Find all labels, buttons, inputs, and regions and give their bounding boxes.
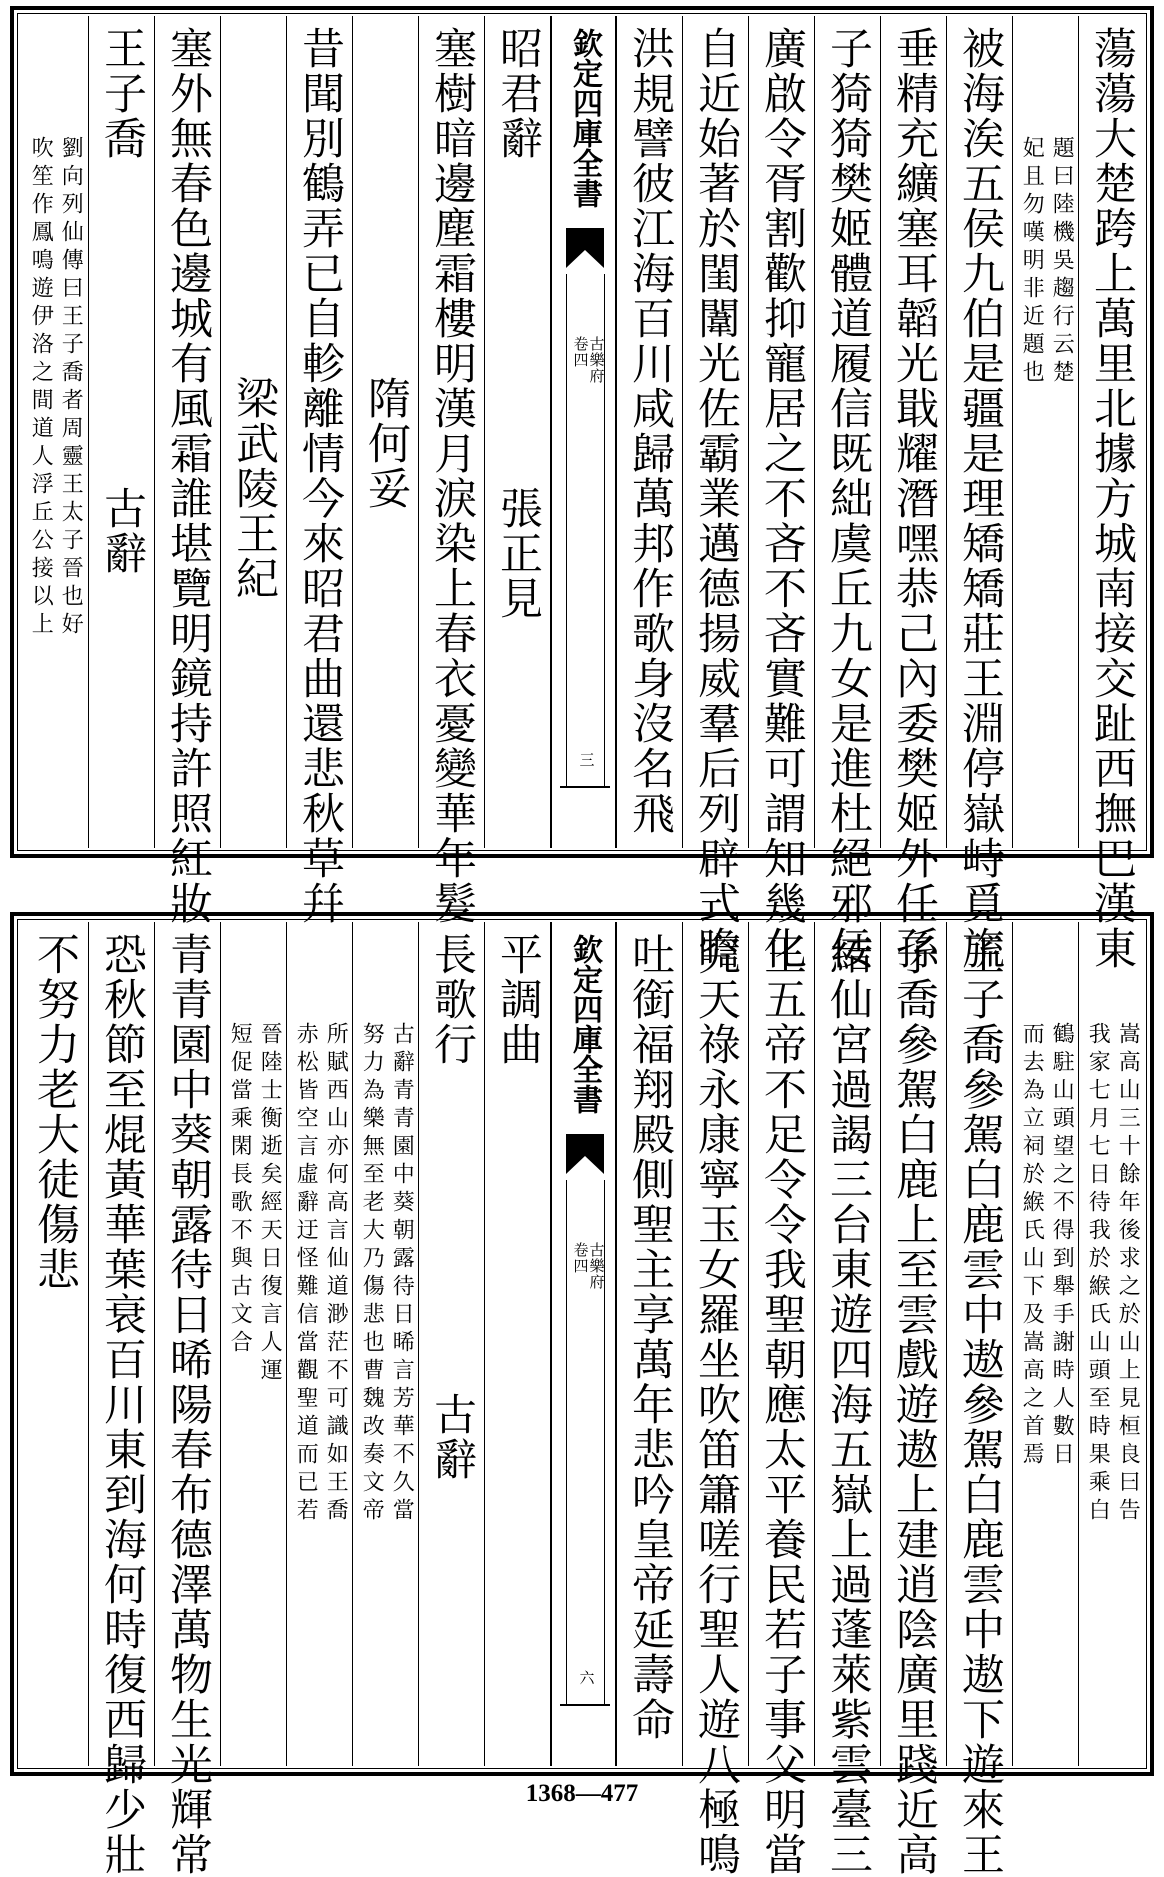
column-text: 青青園中葵朝露待日晞陽春布德澤萬物生光輝常 — [163, 932, 213, 1877]
text-column — [814, 16, 880, 971]
column-text: 究天祿永康寧玉女羅坐吹笛簫嗟行聖人遊八極鳴 — [691, 932, 741, 1877]
text-column — [352, 16, 418, 848]
column-text: 塞樹暗邊塵霜樓明漢月淚染上春衣憂變華年髮 — [427, 26, 477, 926]
annotation-text: 吹笙作鳳鳴遊伊洛之間道人浮丘公接以上 — [28, 136, 54, 640]
author-name: 梁武陵王紀 — [229, 376, 279, 601]
annotation-text: 古辭青青園中葵朝露待日晞言芳華不久當 — [389, 1022, 415, 1526]
annotation-text: 我家七月七日待我於緱氏山頭至時果乘白 — [1085, 1022, 1111, 1526]
text-column — [484, 922, 550, 1766]
column-text: 不努力老大徒傷悲 — [30, 932, 80, 1292]
leaf-number: 六 — [577, 1670, 596, 1686]
page-number: 1368—477 — [525, 1780, 639, 1807]
author-name: 古辭 — [427, 1392, 477, 1482]
text-column — [748, 16, 814, 971]
text-column — [946, 16, 1012, 971]
text-column — [352, 922, 418, 1766]
text-column — [154, 922, 220, 1877]
text-column — [616, 922, 682, 1766]
library-title: 欽定四庫全書 — [567, 28, 602, 208]
text-column — [418, 922, 484, 1766]
annotation-text: 而去為立祠於緱氏山下及嵩高之首焉 — [1019, 1022, 1045, 1470]
text-column — [682, 16, 748, 971]
fishtail-bottom-bar — [560, 786, 610, 788]
fish-tail-mark-icon — [566, 1134, 604, 1180]
text-column — [814, 922, 880, 1877]
top-page-columns — [20, 16, 1144, 971]
text-column — [1078, 922, 1144, 1766]
column-text: 廣啟令胥割歡抑寵居之不吝不吝實難可謂知幾化 — [757, 26, 807, 971]
volume-label: 卷四 — [571, 1242, 590, 1274]
text-column — [682, 922, 748, 1877]
text-column — [748, 922, 814, 1877]
text-column — [22, 16, 88, 848]
fishtail-line — [566, 274, 567, 788]
column-text: 自近始著於閨闈光佐霸業邁德揚威羣后列辟式瞻 — [691, 26, 741, 971]
column-text: 昭君辭 — [493, 26, 543, 161]
annotation-text: 鶴駐山頭望之不得到舉手謝時人數日 — [1049, 1022, 1075, 1470]
text-column — [220, 922, 286, 1766]
annotation-text: 短促當乘閑長歌不與古文合 — [227, 1022, 253, 1358]
fishtail-line — [566, 1180, 567, 1706]
annotation-text: 題曰陸機吳趨行云楚 — [1049, 136, 1075, 388]
column-text: 昔聞別鶴弄已自軫離情今來昭君曲還悲秋草幷 — [295, 26, 345, 926]
volume-label: 古樂府 — [587, 1242, 606, 1290]
text-column — [484, 16, 550, 848]
page-centre-column — [550, 922, 616, 1766]
text-column — [1012, 922, 1078, 1766]
column-text: 長歌行 — [427, 932, 477, 1067]
author-name: 張正見 — [493, 486, 543, 621]
annotation-text: 晉陸士衡逝矣經天日復言人運 — [257, 1022, 283, 1386]
text-column — [946, 922, 1012, 1877]
annotation-text: 嵩高山三十餘年後求之於山上見桓良曰告 — [1115, 1022, 1141, 1526]
column-text: 洪規譬彼江海百川咸歸萬邦作歌身沒名飛 — [625, 26, 675, 836]
annotation-text: 所賦西山亦何高言仙道渺茫不可識如王喬 — [323, 1022, 349, 1526]
column-text: 子猗猗樊姬體道履信既絀虞丘九女是進杜絕邪佞 — [823, 26, 873, 971]
column-text: 蕩蕩大楚跨上萬里北據方城南接交趾西撫巴漢東 — [1087, 26, 1137, 971]
text-column — [418, 16, 484, 926]
top-page — [10, 6, 1154, 971]
text-column — [22, 922, 88, 1766]
text-column — [88, 922, 154, 1877]
column-text: 子喬參駕白鹿上至雲戲遊遨上建逍陰廣里踐近高 — [889, 932, 939, 1877]
text-column — [286, 922, 352, 1766]
fishtail-bottom-bar — [560, 1704, 610, 1706]
column-text: 被海涘五侯九伯是疆是理矯矯莊王淵停嶽峙覓旒 — [955, 26, 1005, 971]
column-text: 結仙宮過謁三台東遊四海五嶽上過蓬萊紫雲臺三 — [823, 932, 873, 1877]
column-text: 吐銜福翔殿側聖主享萬年悲吟皇帝延壽命 — [625, 932, 675, 1742]
volume-label: 古樂府 — [587, 336, 606, 384]
column-text: 恐秋節至焜黃華葉衰百川東到海何時復西歸少壯 — [97, 932, 147, 1877]
column-text: 王子喬參駕白鹿雲中遨參駕白鹿雲中遨下遊來王 — [955, 932, 1005, 1877]
annotation-text: 妃且勿嘆明非近題也 — [1019, 136, 1045, 388]
author-name: 古辭 — [97, 486, 147, 576]
text-column — [1078, 16, 1144, 971]
text-column — [154, 16, 220, 926]
text-column — [880, 922, 946, 1877]
column-text: 王五帝不足令令我聖朝應太平養民若子事父明當 — [757, 932, 807, 1877]
text-column — [616, 16, 682, 848]
column-text: 平調曲 — [493, 932, 543, 1067]
text-column — [286, 16, 352, 926]
author-name: 隋何妥 — [361, 376, 411, 511]
annotation-text: 赤松皆空言虛辭迂怪難信當觀聖道而已若 — [293, 1022, 319, 1526]
library-title: 欽定四庫全書 — [567, 934, 602, 1114]
page-centre-column — [550, 16, 616, 848]
column-text: 塞外無春色邊城有風霜誰堪覽明鏡持許照紅妝 — [163, 26, 213, 926]
fish-tail-mark-icon — [566, 228, 604, 274]
leaf-number: 三 — [577, 752, 596, 768]
volume-label: 卷四 — [571, 336, 590, 368]
text-column — [1012, 16, 1078, 848]
annotation-text: 努力為樂無至老大乃傷悲也曹魏改奏文帝 — [359, 1022, 385, 1526]
text-column — [220, 16, 286, 848]
column-text: 王子喬 — [97, 26, 147, 161]
text-column — [88, 16, 154, 848]
annotation-text: 劉向列仙傳曰王子喬者周靈王太子晉也好 — [58, 136, 84, 640]
column-text: 垂精充纊塞耳韜光戢耀潛嘿恭己內委樊姬外任孫 — [889, 26, 939, 971]
text-column — [880, 16, 946, 971]
